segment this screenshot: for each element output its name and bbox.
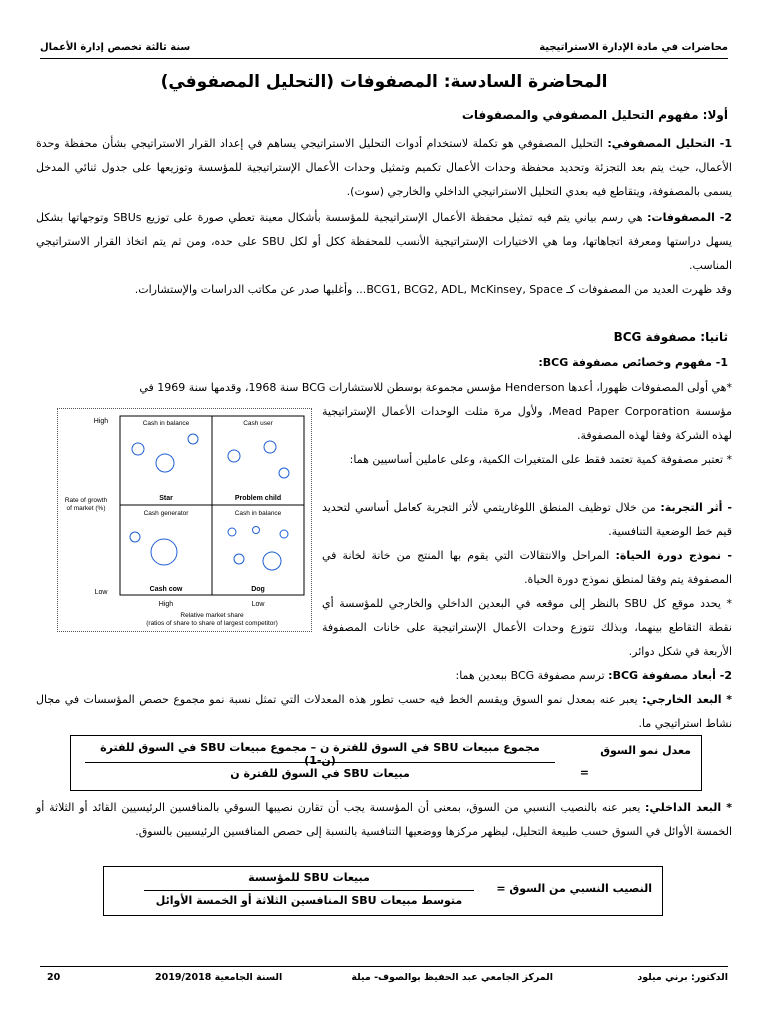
bcg-bullet2: * تعتبر مصفوفة كمية تعتمد فقط على المتغيرات الكمية، وعلى عاملين أساسيين هما: bbox=[349, 453, 732, 466]
dog-sbu-circle-2 bbox=[253, 527, 260, 534]
header-program: سنة ثالثة تخصص إدارة الأعمال bbox=[40, 42, 191, 53]
quadrant-cow-cashflow: Cash generator bbox=[143, 510, 189, 517]
page-title: المحاضرة السادسة: المصفوفات (التحليل المصفوفي) bbox=[160, 72, 608, 92]
bcg-bullet1-line1: *هي أولى المصفوفات ظهورا، أعدها Henderson مؤسس مجموعة بوسطن للاستشارات BCG سنة 1968، وقدمها سنة 1969 في bbox=[139, 381, 732, 394]
x-axis-label-line1: Relative market share bbox=[180, 612, 244, 619]
dog-sbu-circle-3 bbox=[234, 554, 244, 564]
bcg-bullet1-line2: مؤسسة Mead Paper Corporation، ولأول مرة مثلت الوحدات الأعمال الإستراتيجية لهذه الشركة وفقا لهذه المصفوفة. bbox=[322, 405, 733, 442]
int-label: * البعد الداخلي: bbox=[645, 801, 732, 814]
formula1-lhs: معدل نمو السوق bbox=[600, 744, 691, 757]
b4-label: - نموذج دورة الحياة: bbox=[615, 549, 733, 562]
dog-sbu-circle-4 bbox=[263, 552, 281, 570]
section2-sub1: 1- مفهوم وخصائص مصفوفة BCG: bbox=[538, 356, 728, 369]
section1-heading: أولا: مفهوم التحليل المصفوفي والمصفوفات bbox=[461, 108, 728, 122]
quadrant-dog-label: Dog bbox=[251, 586, 265, 593]
bcg-dimensions bbox=[36, 664, 732, 688]
section1-paragraph2 bbox=[36, 206, 732, 278]
formula1-fraction-bar bbox=[85, 762, 555, 763]
star-sbu-circle-3 bbox=[188, 434, 198, 444]
quadrant-problem-cashflow: Cash user bbox=[243, 420, 273, 427]
x-axis-low: Low bbox=[251, 601, 265, 608]
footer-author: الدكتور: برني ميلود bbox=[637, 972, 728, 983]
star-sbu-circle-2 bbox=[156, 454, 174, 472]
y-axis-low: Low bbox=[94, 589, 108, 596]
y-axis-label-line1: Rate of growth bbox=[64, 497, 108, 504]
bcg-bullet3 bbox=[322, 496, 732, 544]
star-sbu-circle-1 bbox=[132, 443, 144, 455]
page-header bbox=[40, 38, 728, 58]
internal-dimension bbox=[36, 796, 732, 844]
external-dimension bbox=[36, 688, 732, 736]
x-axis-label-line2: (ratios of share to share of largest competitor) bbox=[146, 620, 278, 627]
y-axis-high: High bbox=[93, 418, 109, 425]
x-axis-high: High bbox=[158, 601, 174, 608]
formula-relative-share bbox=[103, 866, 663, 916]
p1-label: 1- التحليل المصفوفي: bbox=[607, 137, 732, 150]
bcg-bullet5: * يحدد موقع كل SBU بالنظر إلى موقعه في البعدين الداخلي والخارجي للمؤسسة أي نقطة التقاطع بينهما، وبذلك تتوزع وحدات الأعمال الإستراتيجية على خانات المصفوفة الأربعة في شكل دوائر. bbox=[322, 597, 732, 658]
cow-sbu-circle-1 bbox=[130, 532, 140, 542]
problem-sbu-circle-1 bbox=[228, 450, 240, 462]
p2-text: هي رسم بياني يتم فيه تمثيل محفظة الأعمال الإستراتيجية للمؤسسة بأشكال معينة تعطي صورة على توزيع SBUs وتوجهاتها بشكل يسهل دراستها ومعرفة اتجاهاتها، وما هي الاختيارات الإستراتيجية الأنسب للمحفظة ككل أو لكل SBU على حده، ومن ثم يتم اتخاذ القرار الاستراتيجي المناسب. bbox=[36, 211, 732, 272]
section2-heading: ثانيا: مصفوفة BCG bbox=[613, 330, 728, 344]
sub2-text: ترسم مصفوفة BCG ببعدين هما: bbox=[455, 669, 605, 682]
bcg-matrix-figure bbox=[57, 408, 312, 632]
ext-text: يعبر عنه بمعدل نمو السوق ويقسم الخط فيه حسب تطور هذه المعدلات التي تمثل نسبة نمو مجموع حصص المؤسسات في مجال نشاط استراتيجي ما. bbox=[36, 693, 732, 730]
footer-institution: المركز الجامعي عبد الحفيظ بوالصوف- ميلة bbox=[351, 972, 553, 983]
section1-paragraph1 bbox=[36, 132, 732, 204]
formula2-lhs: النصيب النسبي من السوق = bbox=[496, 882, 652, 895]
y-axis-label-line2: of market (%) bbox=[66, 505, 106, 512]
dog-sbu-circle-1 bbox=[228, 528, 236, 536]
problem-sbu-circle-3 bbox=[279, 468, 289, 478]
formula-market-growth bbox=[70, 735, 702, 791]
footer-academic-year: السنة الجامعية 2019/2018 bbox=[155, 972, 283, 983]
quadrant-dog-cashflow: Cash in balance bbox=[234, 510, 282, 517]
sub2-label: 2- أبعاد مصفوفة BCG: bbox=[608, 669, 732, 682]
problem-sbu-circle-2 bbox=[264, 441, 276, 453]
formula1-equals: = bbox=[579, 766, 589, 779]
header-divider bbox=[40, 58, 728, 59]
footer-divider bbox=[40, 966, 728, 967]
quadrant-cow-label: Cash cow bbox=[149, 586, 183, 593]
formula1-numerator: مجموع مبيعات SBU في السوق للفترة ن – مجموع مبيعات SBU في السوق للفترة (ن-1) bbox=[100, 741, 540, 767]
bcg-matrix-svg bbox=[58, 409, 311, 631]
int-text: يعبر عنه بالنصيب النسبي من السوق، بمعنى أن المؤسسة يجب أن تقارن نصيبها السوقي بالمنافسين الرئيسيين القائد أو الثلاثة أو الخمسة الأوائل في السوق حسب طبيعة التحليل، ليظهر مركزها ووضعيها التنافسية بالنسبة إلى حصص المنافسين الرئيسيين بالسوق. bbox=[36, 801, 732, 838]
b3-label: - أثر التجربة: bbox=[660, 501, 732, 514]
b3-text: من خلال توظيف المنطق اللوغاريتمي لأثر التجربة كعامل أساسي لتحديد قيم خط الوضعية التنافسية. bbox=[322, 501, 732, 538]
formula1-denominator: مبيعات SBU في السوق للفترة ن bbox=[230, 767, 410, 780]
quadrant-problem-label: Problem child bbox=[234, 495, 282, 502]
footer-page-number: 20 bbox=[47, 972, 61, 983]
section1-paragraph3: وقد ظهرت العديد من المصفوفات كـ BCG1, BCG2, ADL, McKinsey, Space... وأغلبها صدر عن مكاتب الدراسات والإستشارات. bbox=[134, 283, 732, 296]
b4-text: المراحل والانتقالات التي يقوم بها المنتج من خانة لخانة في المصفوفة يتم وفقا لمنطق نموذج دورة الحياة. bbox=[322, 549, 732, 586]
formula2-numerator: مبيعات SBU للمؤسسة bbox=[248, 871, 370, 884]
cow-sbu-circle-2 bbox=[151, 539, 177, 565]
formula2-denominator: متوسط مبيعات SBU المنافسين الثلاثة أو الخمسة الأوائل bbox=[155, 894, 463, 907]
quadrant-star-cashflow: Cash in balance bbox=[142, 420, 190, 427]
bcg-bullet4 bbox=[322, 544, 732, 592]
quadrant-star-label: Star bbox=[159, 495, 173, 502]
formula2-fraction-bar bbox=[144, 890, 474, 891]
header-course: محاضرات في مادة الإدارة الاستراتيجية bbox=[539, 42, 728, 53]
p1-text: التحليل المصفوفي هو تكملة لاستخدام أدوات التحليل الاستراتيجي يساهم في إعداد القرار الاستراتيجي بشأن محفظة وحدة الأعمال، حيث يتم بعد التجزئة وتحديد محفظة وحدات الأعمال تكميم وتمثيل وحدات الأعمال الإستراتيجية للمؤسسة وتوزيعها على جدول ثنائي المدخل يسمى بالمصفوفة، ويتقاطع فيه بعدي التحليل الاستراتيجي الداخلي والخارجي (سوت). bbox=[36, 137, 732, 198]
sbu-circles bbox=[130, 434, 289, 570]
p2-label: 2- المصفوفات: bbox=[647, 211, 732, 224]
ext-label: * البعد الخارجي: bbox=[642, 693, 732, 706]
dog-sbu-circle-5 bbox=[280, 530, 288, 538]
